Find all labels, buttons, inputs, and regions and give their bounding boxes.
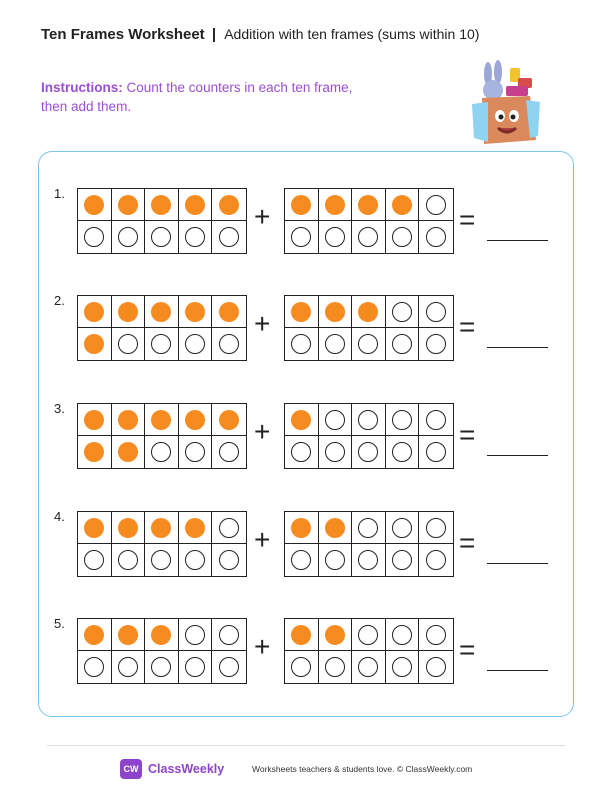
worksheet-header: [41, 26, 479, 43]
ten-frame-cell: [319, 221, 353, 253]
ten-frame-cell: [112, 404, 146, 436]
ten-frame-cell: [419, 544, 453, 576]
ten-frame-cell: [386, 328, 420, 360]
empty-counter: [291, 550, 311, 570]
equals-sign: =: [459, 527, 476, 558]
empty-counter: [325, 442, 345, 462]
ten-frame-cell: [285, 189, 319, 221]
ten-frame-cell: [352, 651, 386, 683]
ten-frame-cell: [212, 512, 246, 544]
empty-counter: [358, 657, 378, 677]
instructions-label: Instructions:: [41, 80, 123, 95]
empty-counter: [118, 657, 138, 677]
right-ten-frame: [284, 511, 454, 577]
empty-counter: [392, 657, 412, 677]
empty-counter: [151, 227, 171, 247]
plus-sign: +: [254, 524, 271, 555]
ten-frame-cell: [112, 544, 146, 576]
ten-frame-cell: [352, 328, 386, 360]
ten-frame-cell: [78, 651, 112, 683]
ten-frame-cell: [319, 651, 353, 683]
empty-counter: [426, 550, 446, 570]
classweekly-logo-text: ClassWeekly: [148, 762, 225, 776]
filled-counter: [392, 195, 412, 215]
ten-frame-cell: [419, 221, 453, 253]
filled-counter: [84, 518, 104, 538]
ten-frame-cell: [78, 189, 112, 221]
ten-frame-cell: [386, 512, 420, 544]
problem-number: 2.: [54, 293, 65, 308]
empty-counter: [118, 334, 138, 354]
ten-frame-cell: [179, 619, 213, 651]
filled-counter: [118, 195, 138, 215]
equals-sign: =: [459, 204, 476, 235]
footer-tagline: Worksheets teachers & students love. © ClassWeekly.com: [252, 764, 473, 774]
ten-frame-cell: [78, 296, 112, 328]
ten-frame-cell: [352, 619, 386, 651]
ten-frame-cell: [179, 189, 213, 221]
ten-frame-cell: [285, 651, 319, 683]
ten-frame-cell: [78, 221, 112, 253]
ten-frame-cell: [179, 328, 213, 360]
empty-counter: [185, 625, 205, 645]
problem-row: [0, 616, 612, 686]
ten-frame-cell: [145, 296, 179, 328]
problem-number: 3.: [54, 401, 65, 416]
ten-frame-cell: [179, 651, 213, 683]
filled-counter: [291, 625, 311, 645]
empty-counter: [325, 550, 345, 570]
left-ten-frame: [77, 295, 247, 361]
ten-frame-cell: [145, 221, 179, 253]
filled-counter: [219, 195, 239, 215]
problem-row: [0, 509, 612, 579]
problem-row: [0, 186, 612, 256]
problem-number: 4.: [54, 509, 65, 524]
ten-frame-cell: [179, 296, 213, 328]
filled-counter: [118, 302, 138, 322]
empty-counter: [358, 410, 378, 430]
ten-frame-cell: [419, 512, 453, 544]
empty-counter: [291, 227, 311, 247]
empty-counter: [392, 550, 412, 570]
ten-frame-cell: [386, 651, 420, 683]
ten-frame-cell: [212, 296, 246, 328]
empty-counter: [185, 657, 205, 677]
ten-frame-cell: [212, 404, 246, 436]
equals-sign: =: [459, 419, 476, 450]
ten-frame-cell: [386, 189, 420, 221]
ten-frame-cell: [386, 296, 420, 328]
ten-frame-cell: [285, 328, 319, 360]
filled-counter: [84, 334, 104, 354]
filled-counter: [84, 410, 104, 430]
empty-counter: [358, 442, 378, 462]
filled-counter: [325, 625, 345, 645]
ten-frame-cell: [285, 544, 319, 576]
empty-counter: [426, 410, 446, 430]
ten-frame-cell: [285, 436, 319, 468]
ten-frame-cell: [145, 436, 179, 468]
empty-counter: [426, 227, 446, 247]
ten-frame-cell: [179, 512, 213, 544]
answer-blank[interactable]: [487, 347, 548, 348]
empty-counter: [325, 657, 345, 677]
filled-counter: [151, 625, 171, 645]
footer: [0, 759, 612, 781]
plus-sign: +: [254, 631, 271, 662]
filled-counter: [185, 195, 205, 215]
filled-counter: [291, 302, 311, 322]
ten-frame-cell: [112, 512, 146, 544]
answer-blank[interactable]: [487, 563, 548, 564]
filled-counter: [84, 195, 104, 215]
empty-counter: [426, 442, 446, 462]
empty-counter: [392, 410, 412, 430]
empty-counter: [291, 657, 311, 677]
ten-frame-cell: [78, 404, 112, 436]
ten-frame-cell: [386, 619, 420, 651]
right-ten-frame: [284, 403, 454, 469]
ten-frame-cell: [78, 512, 112, 544]
ten-frame-cell: [112, 189, 146, 221]
empty-counter: [392, 442, 412, 462]
filled-counter: [219, 410, 239, 430]
ten-frame-cell: [386, 404, 420, 436]
empty-counter: [151, 550, 171, 570]
ten-frame-cell: [352, 296, 386, 328]
empty-counter: [426, 302, 446, 322]
empty-counter: [392, 227, 412, 247]
ten-frame-cell: [419, 189, 453, 221]
ten-frame-cell: [179, 544, 213, 576]
empty-counter: [118, 550, 138, 570]
empty-counter: [118, 227, 138, 247]
ten-frame-cell: [179, 436, 213, 468]
empty-counter: [185, 334, 205, 354]
ten-frame-cell: [112, 651, 146, 683]
problem-row: [0, 401, 612, 471]
ten-frame-cell: [78, 619, 112, 651]
filled-counter: [291, 410, 311, 430]
empty-counter: [426, 657, 446, 677]
filled-counter: [151, 302, 171, 322]
empty-counter: [219, 227, 239, 247]
ten-frame-cell: [179, 221, 213, 253]
equals-sign: =: [459, 311, 476, 342]
ten-frame-cell: [419, 404, 453, 436]
worksheet-subtitle: Addition with ten frames (sums within 10): [224, 26, 480, 42]
ten-frame-cell: [145, 544, 179, 576]
empty-counter: [84, 657, 104, 677]
ten-frame-cell: [145, 651, 179, 683]
empty-counter: [426, 195, 446, 215]
ten-frame-cell: [112, 328, 146, 360]
ten-frame-cell: [179, 404, 213, 436]
empty-counter: [358, 518, 378, 538]
ten-frame-cell: [112, 619, 146, 651]
filled-counter: [185, 302, 205, 322]
ten-frame-cell: [319, 512, 353, 544]
ten-frame-cell: [112, 296, 146, 328]
plus-sign: +: [254, 201, 271, 232]
answer-blank[interactable]: [487, 670, 548, 671]
ten-frame-cell: [386, 221, 420, 253]
plus-sign: +: [254, 308, 271, 339]
ten-frame-cell: [319, 328, 353, 360]
empty-counter: [219, 518, 239, 538]
empty-counter: [291, 334, 311, 354]
empty-counter: [84, 550, 104, 570]
ten-frame-cell: [352, 404, 386, 436]
ten-frame-cell: [78, 544, 112, 576]
answer-blank[interactable]: [487, 455, 548, 456]
ten-frame-cell: [112, 436, 146, 468]
empty-counter: [358, 334, 378, 354]
empty-counter: [219, 442, 239, 462]
ten-frame-cell: [319, 189, 353, 221]
ten-frame-cell: [419, 619, 453, 651]
filled-counter: [325, 302, 345, 322]
empty-counter: [426, 334, 446, 354]
empty-counter: [219, 625, 239, 645]
empty-counter: [291, 442, 311, 462]
ten-frame-cell: [352, 221, 386, 253]
ten-frame-cell: [212, 619, 246, 651]
ten-frame-cell: [212, 189, 246, 221]
empty-counter: [185, 550, 205, 570]
ten-frame-cell: [352, 544, 386, 576]
ten-frame-cell: [145, 619, 179, 651]
ten-frame-cell: [285, 512, 319, 544]
empty-counter: [392, 334, 412, 354]
filled-counter: [219, 302, 239, 322]
empty-counter: [151, 442, 171, 462]
header-separator: |: [211, 26, 217, 43]
filled-counter: [84, 302, 104, 322]
filled-counter: [84, 625, 104, 645]
right-ten-frame: [284, 295, 454, 361]
classweekly-logo-icon: CW: [120, 759, 142, 779]
ten-frame-cell: [78, 436, 112, 468]
empty-counter: [392, 302, 412, 322]
filled-counter: [325, 518, 345, 538]
empty-counter: [325, 410, 345, 430]
filled-counter: [185, 518, 205, 538]
ten-frame-cell: [78, 328, 112, 360]
ten-frame-cell: [419, 436, 453, 468]
ten-frame-cell: [319, 619, 353, 651]
ten-frame-cell: [212, 328, 246, 360]
ten-frame-cell: [145, 189, 179, 221]
ten-frame-cell: [212, 436, 246, 468]
empty-counter: [219, 334, 239, 354]
filled-counter: [291, 518, 311, 538]
right-ten-frame: [284, 618, 454, 684]
empty-counter: [219, 657, 239, 677]
left-ten-frame: [77, 188, 247, 254]
ten-frame-cell: [212, 544, 246, 576]
empty-counter: [392, 625, 412, 645]
worksheet-title: Ten Frames Worksheet: [41, 26, 205, 43]
empty-counter: [358, 550, 378, 570]
filled-counter: [118, 518, 138, 538]
ten-frame-cell: [352, 189, 386, 221]
ten-frame-cell: [319, 404, 353, 436]
problem-number: 1.: [54, 186, 65, 201]
empty-counter: [325, 227, 345, 247]
empty-counter: [392, 518, 412, 538]
filled-counter: [291, 195, 311, 215]
ten-frame-cell: [419, 328, 453, 360]
filled-counter: [358, 195, 378, 215]
empty-counter: [151, 657, 171, 677]
ten-frame-cell: [319, 436, 353, 468]
equals-sign: =: [459, 634, 476, 665]
ten-frame-cell: [386, 436, 420, 468]
filled-counter: [185, 410, 205, 430]
footer-divider: [47, 745, 565, 746]
ten-frame-cell: [212, 651, 246, 683]
problem-row: [0, 293, 612, 363]
empty-counter: [325, 334, 345, 354]
ten-frame-cell: [419, 651, 453, 683]
ten-frame-cell: [285, 296, 319, 328]
empty-counter: [358, 227, 378, 247]
ten-frame-cell: [112, 221, 146, 253]
ten-frame-cell: [285, 221, 319, 253]
left-ten-frame: [77, 403, 247, 469]
filled-counter: [358, 302, 378, 322]
empty-counter: [185, 442, 205, 462]
filled-counter: [118, 625, 138, 645]
problem-number: 5.: [54, 616, 65, 631]
ten-frame-cell: [386, 544, 420, 576]
empty-counter: [358, 625, 378, 645]
ten-frame-cell: [352, 436, 386, 468]
ten-frame-cell: [352, 512, 386, 544]
answer-blank[interactable]: [487, 240, 548, 241]
shopping-bag-mascot-illustration: [466, 60, 548, 150]
filled-counter: [151, 195, 171, 215]
ten-frame-cell: [145, 328, 179, 360]
ten-frame-cell: [319, 544, 353, 576]
filled-counter: [325, 195, 345, 215]
ten-frame-cell: [212, 221, 246, 253]
ten-frame-cell: [145, 512, 179, 544]
ten-frame-cell: [145, 404, 179, 436]
empty-counter: [185, 227, 205, 247]
ten-frame-cell: [419, 296, 453, 328]
ten-frame-cell: [285, 619, 319, 651]
empty-counter: [151, 334, 171, 354]
empty-counter: [219, 550, 239, 570]
filled-counter: [118, 410, 138, 430]
filled-counter: [118, 442, 138, 462]
instructions-text: Count the counters in each ten frame, then add them.: [41, 80, 353, 114]
empty-counter: [426, 625, 446, 645]
ten-frame-cell: [285, 404, 319, 436]
instructions: [41, 78, 381, 116]
filled-counter: [84, 442, 104, 462]
left-ten-frame: [77, 618, 247, 684]
left-ten-frame: [77, 511, 247, 577]
empty-counter: [426, 518, 446, 538]
ten-frame-cell: [319, 296, 353, 328]
filled-counter: [151, 410, 171, 430]
empty-counter: [84, 227, 104, 247]
filled-counter: [151, 518, 171, 538]
plus-sign: +: [254, 416, 271, 447]
right-ten-frame: [284, 188, 454, 254]
